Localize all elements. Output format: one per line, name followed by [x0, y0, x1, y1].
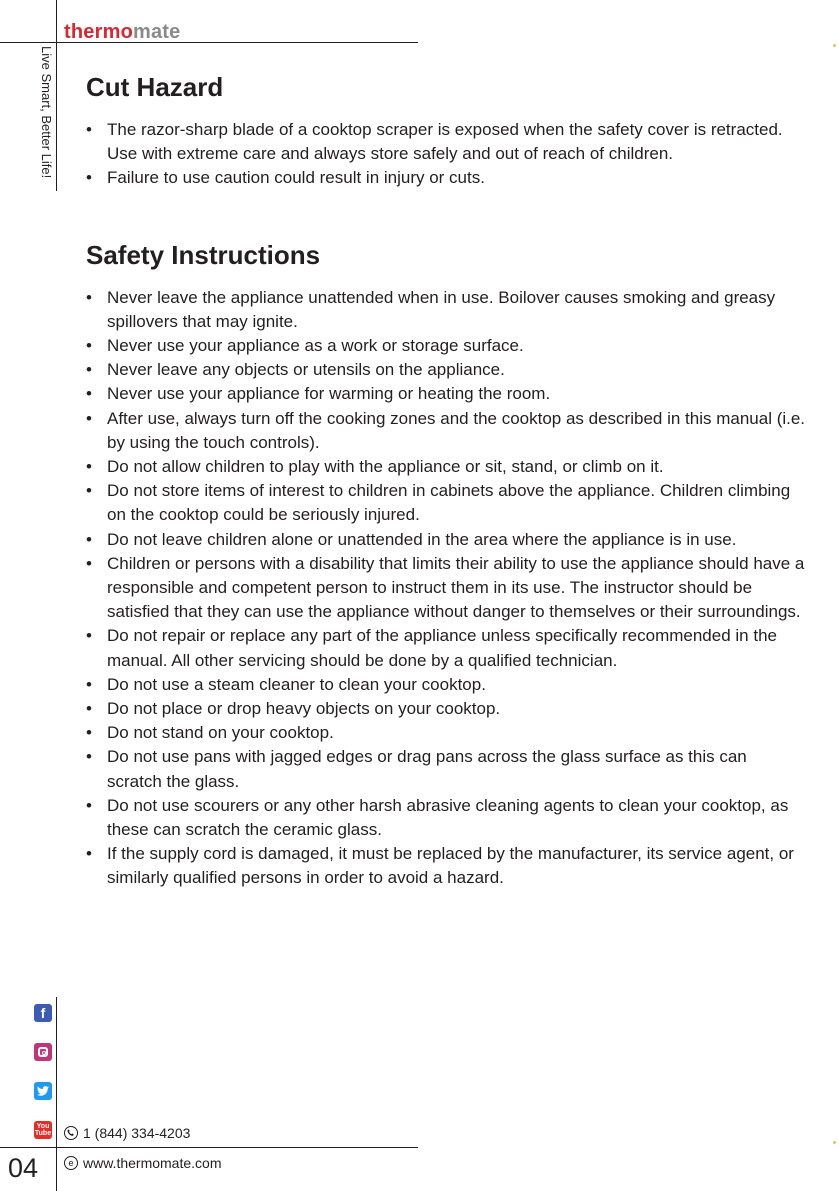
youtube-icon[interactable] — [34, 1121, 52, 1139]
list-item: • Do not store items of interest to children in cabinets above the appliance. Children climbing on the cooktop could be seriously injured. — [86, 481, 791, 525]
bullet-icon: • — [86, 723, 92, 743]
phone-contact — [64, 1124, 190, 1142]
bullet-icon: • — [86, 384, 92, 404]
safety-instructions-section — [86, 238, 806, 891]
phone-number: 1 (844) 334-4203 — [83, 1125, 191, 1141]
list-item: • Never leave any objects or utensils on the appliance. — [86, 358, 806, 382]
tagline: Live Smart, Better Life! — [39, 46, 54, 179]
logo-thermo: thermo — [64, 21, 133, 43]
bullet-icon: • — [86, 360, 92, 380]
list-item: • Do not use scourers or any other harsh abrasive cleaning agents to clean your cooktop, as these can scratch the ceramic glass. — [86, 795, 789, 840]
list-item: • Do not stand on your cooktop. — [86, 721, 806, 745]
list-item: • Do not use a steam cleaner to clean your cooktop. — [86, 673, 806, 697]
bullet-list — [86, 118, 806, 191]
bullet-icon: • — [86, 553, 92, 573]
page-number: 04 — [8, 1153, 39, 1183]
list-item: • Never leave the appliance unattended when in use. Boilover causes smoking and greasy spillovers that may ignite. — [86, 287, 776, 331]
main-content — [86, 70, 806, 891]
crop-mark — [833, 44, 836, 47]
website-url[interactable]: www.thermomate.com — [83, 1155, 222, 1171]
section-title: Safety Instructions — [86, 239, 321, 270]
footer-horizontal-rule — [0, 1147, 418, 1148]
website-contact[interactable] — [64, 1154, 221, 1172]
bullet-icon: • — [86, 674, 92, 694]
youtube-label-bottom: Tube — [34, 1130, 52, 1137]
thermomate-logo — [64, 20, 180, 44]
list-item: • Children or persons with a disability that limits their ability to use the appliance should have a responsible and competent person to instruct them in its use. The instructor should be satisfied that they can use the appliance without danger to themselves or their surroundings. — [86, 553, 805, 622]
list-item: • Never use your appliance as a work or storage surface. — [86, 334, 806, 358]
list-item: • After use, always turn off the cooking zones and the cooktop as described in this manual (i.e. by using the touch controls). — [86, 408, 806, 452]
list-item: • The razor-sharp blade of a cooktop scraper is exposed when the safety cover is retracted. Use with extreme care and always store safely and out of reach of children. — [86, 120, 783, 164]
footer-vertical-rule — [56, 997, 57, 1191]
list-item: • Do not use pans with jagged edges or drag pans across the glass surface as this can scratch the glass. — [86, 747, 747, 791]
list-item: • Never use your appliance for warming or heating the room. — [86, 382, 806, 406]
list-item: • Do not repair or replace any part of the appliance unless specifically recommended in the manual. All other servicing should be done by a qualified technician. — [86, 626, 777, 670]
bullet-icon: • — [86, 168, 92, 188]
bullet-icon: • — [86, 844, 92, 864]
bullet-icon: • — [86, 529, 92, 549]
crop-mark — [833, 1141, 836, 1144]
globe-icon: e — [64, 1156, 78, 1170]
twitter-icon[interactable] — [34, 1082, 52, 1100]
phone-icon — [64, 1126, 78, 1140]
bullet-icon: • — [86, 747, 92, 767]
bullet-icon: • — [86, 287, 92, 307]
bullet-icon: • — [86, 481, 92, 501]
section-title: Cut Hazard — [86, 72, 224, 102]
list-item: • Do not place or drop heavy objects on your cooktop. — [86, 697, 806, 721]
bullet-list — [86, 286, 806, 891]
cut-hazard-section — [86, 70, 806, 191]
bullet-icon: • — [86, 626, 92, 646]
bullet-icon: • — [86, 795, 92, 815]
instagram-icon[interactable] — [34, 1043, 52, 1061]
bullet-icon: • — [86, 120, 92, 139]
list-item: • Failure to use caution could result in injury or cuts. — [86, 166, 806, 190]
youtube-label-top: You — [36, 1123, 50, 1130]
list-item: • Do not leave children alone or unattended in the area where the appliance is in use. — [86, 528, 806, 552]
bullet-icon: • — [86, 699, 92, 719]
header-horizontal-rule — [0, 42, 418, 43]
bullet-icon: • — [86, 457, 92, 477]
facebook-icon[interactable]: f — [34, 1004, 52, 1022]
header-vertical-rule — [56, 0, 57, 191]
logo-mate: mate — [132, 21, 181, 43]
bullet-icon: • — [86, 336, 92, 356]
list-item: • If the supply cord is damaged, it must be replaced by the manufacturer, its service agent, or similarly qualified persons in order to avoid a hazard. — [86, 844, 794, 888]
list-item: • Do not allow children to play with the appliance or sit, stand, or climb on it. — [86, 455, 806, 479]
bullet-icon: • — [86, 408, 92, 428]
